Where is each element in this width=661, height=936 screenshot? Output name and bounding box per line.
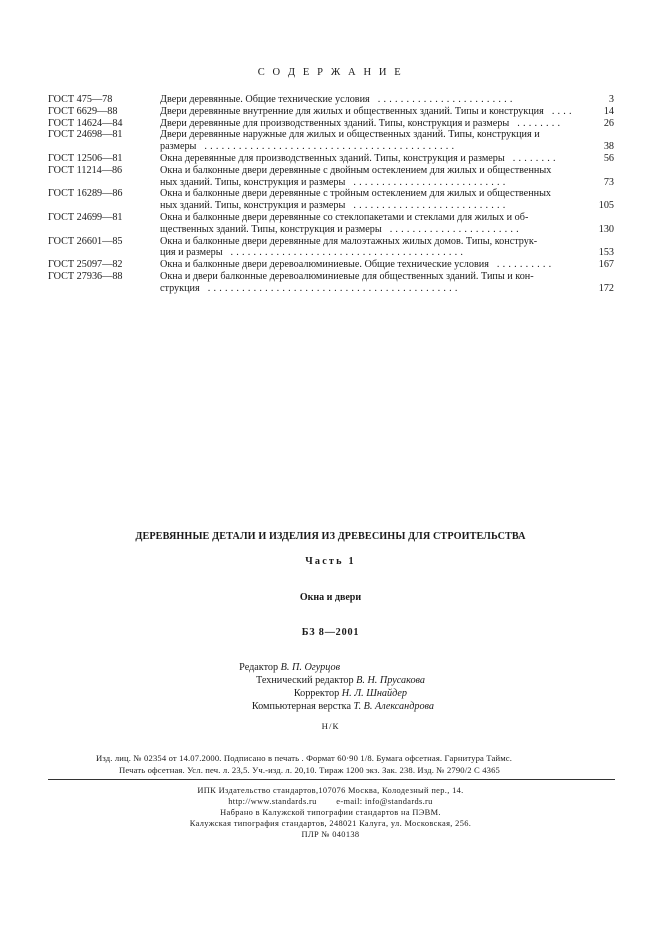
toc-leader-dots: .........................................: [230, 247, 467, 259]
toc-entry-title: Окна и балконные двери деревянные с двойным остеклением для жилых и общественных: [160, 164, 552, 176]
toc-entry: [48, 271, 614, 295]
toc-entry: [48, 106, 614, 118]
toc-page-number: 3: [608, 94, 614, 105]
toc-entry-row: [48, 212, 614, 224]
toc-entry-row: [48, 141, 614, 153]
toc-entry-row: [48, 200, 614, 212]
toc-entry-row: [48, 129, 614, 141]
toc-entry: [48, 212, 614, 236]
toc-entry: [48, 153, 614, 165]
credit-role: Компьютерная верстка: [251, 701, 351, 712]
divider-rule: [48, 779, 615, 780]
toc-list: [48, 94, 614, 295]
toc-entry-row: [48, 118, 614, 130]
toc-page-number: 14: [603, 105, 614, 117]
toc-leader-dots: ...........................: [353, 200, 509, 212]
toc-page-number: 130: [598, 223, 614, 235]
collection-subtitle: Окна и двери: [299, 592, 362, 603]
toc-entry-title: Окна и балконные двери деревоалюминиевые. Общие технические условия: [160, 259, 489, 271]
toc-entry-title: струкция: [160, 282, 200, 294]
toc-entry-title: ных зданий. Типы, конструкция и размеры: [160, 176, 346, 188]
toc-standard-code: ГОСТ 6629—88: [48, 105, 118, 117]
toc-leader-dots: ............................................: [204, 141, 458, 153]
credit-tech-editor: [85, 674, 425, 688]
printer-line-1: ИПК Издательство стандартов,107076 Москва, Колодезный пер., 14.: [197, 786, 464, 795]
toc-entry-row: [48, 188, 614, 200]
toc-entry: [48, 165, 614, 189]
toc-entry: [48, 259, 614, 271]
toc-entry-row: [48, 224, 614, 236]
toc-standard-code: ГОСТ 24699—81: [48, 211, 123, 223]
toc-standard-code: ГОСТ 27936—88: [48, 270, 123, 282]
toc-standard-code: ГОСТ 14624—84: [48, 117, 123, 129]
toc-page-number: 56: [603, 152, 614, 164]
toc-leader-dots: ....: [551, 105, 575, 117]
credit-layout: [94, 700, 434, 714]
toc-heading: С О Д Е Р Ж А Н И Е: [257, 67, 404, 78]
toc-entry-title: ция и размеры: [160, 247, 223, 259]
toc-page-number: 38: [603, 141, 614, 153]
toc-entry-title: Двери деревянные наружные для жилых и общественных зданий. Типы, конструкция и: [160, 129, 540, 141]
toc-page-number: 167: [598, 259, 614, 271]
collection-code: БЗ 8—2001: [301, 627, 360, 638]
toc-entry-row: [48, 283, 614, 295]
toc-standard-code: ГОСТ 16289—86: [48, 188, 123, 200]
toc-leader-dots: ..........: [496, 259, 555, 271]
toc-page-number: 153: [598, 247, 614, 259]
credit-role: Технический редактор: [256, 675, 354, 686]
toc-page-number: 105: [598, 200, 614, 212]
nk-mark: Н/К: [321, 721, 340, 731]
toc-entry: [48, 188, 614, 212]
toc-standard-code: ГОСТ 26601—85: [48, 235, 123, 247]
toc-entry-title: размеры: [160, 141, 197, 153]
toc-leader-dots: ........................: [377, 94, 516, 105]
toc-entry-title: Двери деревянные для производственных зданий. Типы, конструкция и размеры: [160, 117, 510, 129]
toc-entry-row: [48, 271, 614, 283]
toc-entry-row: [48, 153, 614, 165]
toc-entry-row: [48, 247, 614, 259]
toc-entry-title: Окна и балконные двери деревянные со стеклопакетами и стеклами для жилых и об-: [160, 211, 529, 223]
toc-standard-code: ГОСТ 475—78: [48, 94, 113, 105]
credit-corrector: [67, 687, 407, 701]
credit-name: Т. В. Александрова: [353, 701, 434, 712]
toc-leader-dots: ........: [517, 117, 564, 129]
toc-entry-row: [48, 259, 614, 271]
toc-entry-title: щественных зданий. Типы, конструкция и размеры: [160, 223, 382, 235]
credit-name: В. Н. Прусакова: [356, 675, 425, 686]
collection-title: ДЕРЕВЯННЫЕ ДЕТАЛИ И ИЗДЕЛИЯ ИЗ ДРЕВЕСИНЫ ДЛЯ СТРОИТЕЛЬСТВА: [135, 531, 526, 542]
toc-entry-title: Окна деревянные для производственных зданий. Типы, конструкция и размеры: [160, 152, 505, 164]
credit-role: Редактор: [239, 662, 279, 673]
toc-standard-code: ГОСТ 25097—82: [48, 259, 123, 271]
toc-leader-dots: ...........................: [353, 176, 509, 188]
toc-entry-row: [48, 106, 614, 118]
credit-name: Н. Л. Шнайдер: [341, 688, 407, 699]
toc-entry-title: Окна и двери балконные деревоалюминиевые для общественных зданий. Типы и кон-: [160, 270, 534, 282]
toc-entry-row: [48, 177, 614, 189]
part-label: Часть 1: [305, 556, 356, 567]
toc-entry: [48, 94, 614, 106]
credit-name: В. П. Огурцов: [280, 662, 340, 673]
printer-line-2: http://www.standards.ru e-mail: info@standards.ru: [228, 797, 433, 806]
toc-entry-title: Окна и балконные двери деревянные для малоэтажных жилых домов. Типы, конструк-: [160, 235, 538, 247]
credit-role: Корректор: [293, 688, 340, 699]
credit-editor: [0, 661, 340, 675]
toc-leader-dots: .......................: [389, 223, 522, 235]
toc-entry-title: Окна и балконные двери деревянные с тройным остеклением для жилых и общественных: [160, 188, 552, 200]
toc-page-number: 172: [598, 282, 614, 294]
printer-line-5: ПЛР № 040138: [301, 830, 360, 839]
imprint-line-1: Изд. лиц. № 02354 от 14.07.2000. Подписано в печать . Формат 60·90 1/8. Бумага офсетная. Гарнитура Таймс.: [96, 753, 513, 763]
toc-entry: [48, 118, 614, 130]
toc-entry-row: [48, 165, 614, 177]
toc-entry-title: ных зданий. Типы, конструкция и размеры: [160, 200, 346, 212]
toc-standard-code: ГОСТ 12506—81: [48, 152, 123, 164]
toc-entry-title: Двери деревянные. Общие технические условия: [160, 94, 370, 105]
toc-entry-row: [48, 236, 614, 248]
toc-page-number: 26: [603, 117, 614, 129]
printer-line-3: Набрано в Калужской типографии стандартов на ПЭВМ.: [220, 808, 441, 817]
toc-leader-dots: ............................................: [207, 282, 461, 294]
toc-standard-code: ГОСТ 11214—86: [48, 164, 123, 176]
toc-standard-code: ГОСТ 24698—81: [48, 129, 123, 141]
toc-page-number: 73: [603, 176, 614, 188]
printer-line-4: Калужская типография стандартов, 248021 Калуга, ул. Московская, 256.: [189, 819, 472, 828]
toc-leader-dots: ........: [512, 152, 559, 164]
toc-entry: [48, 129, 614, 153]
toc-entry-title: Двери деревянные внутренние для жилых и общественных зданий. Типы и конструкция: [160, 105, 544, 117]
toc-entry-row: [48, 94, 614, 106]
toc-entry: [48, 236, 614, 260]
imprint-line-2: Печать офсетная. Усл. печ. л. 23,5. Уч.-изд. л. 20,10. Тираж 1200 экз. Зак. 238. Изд. № 2790/2 С 4365: [119, 765, 500, 775]
